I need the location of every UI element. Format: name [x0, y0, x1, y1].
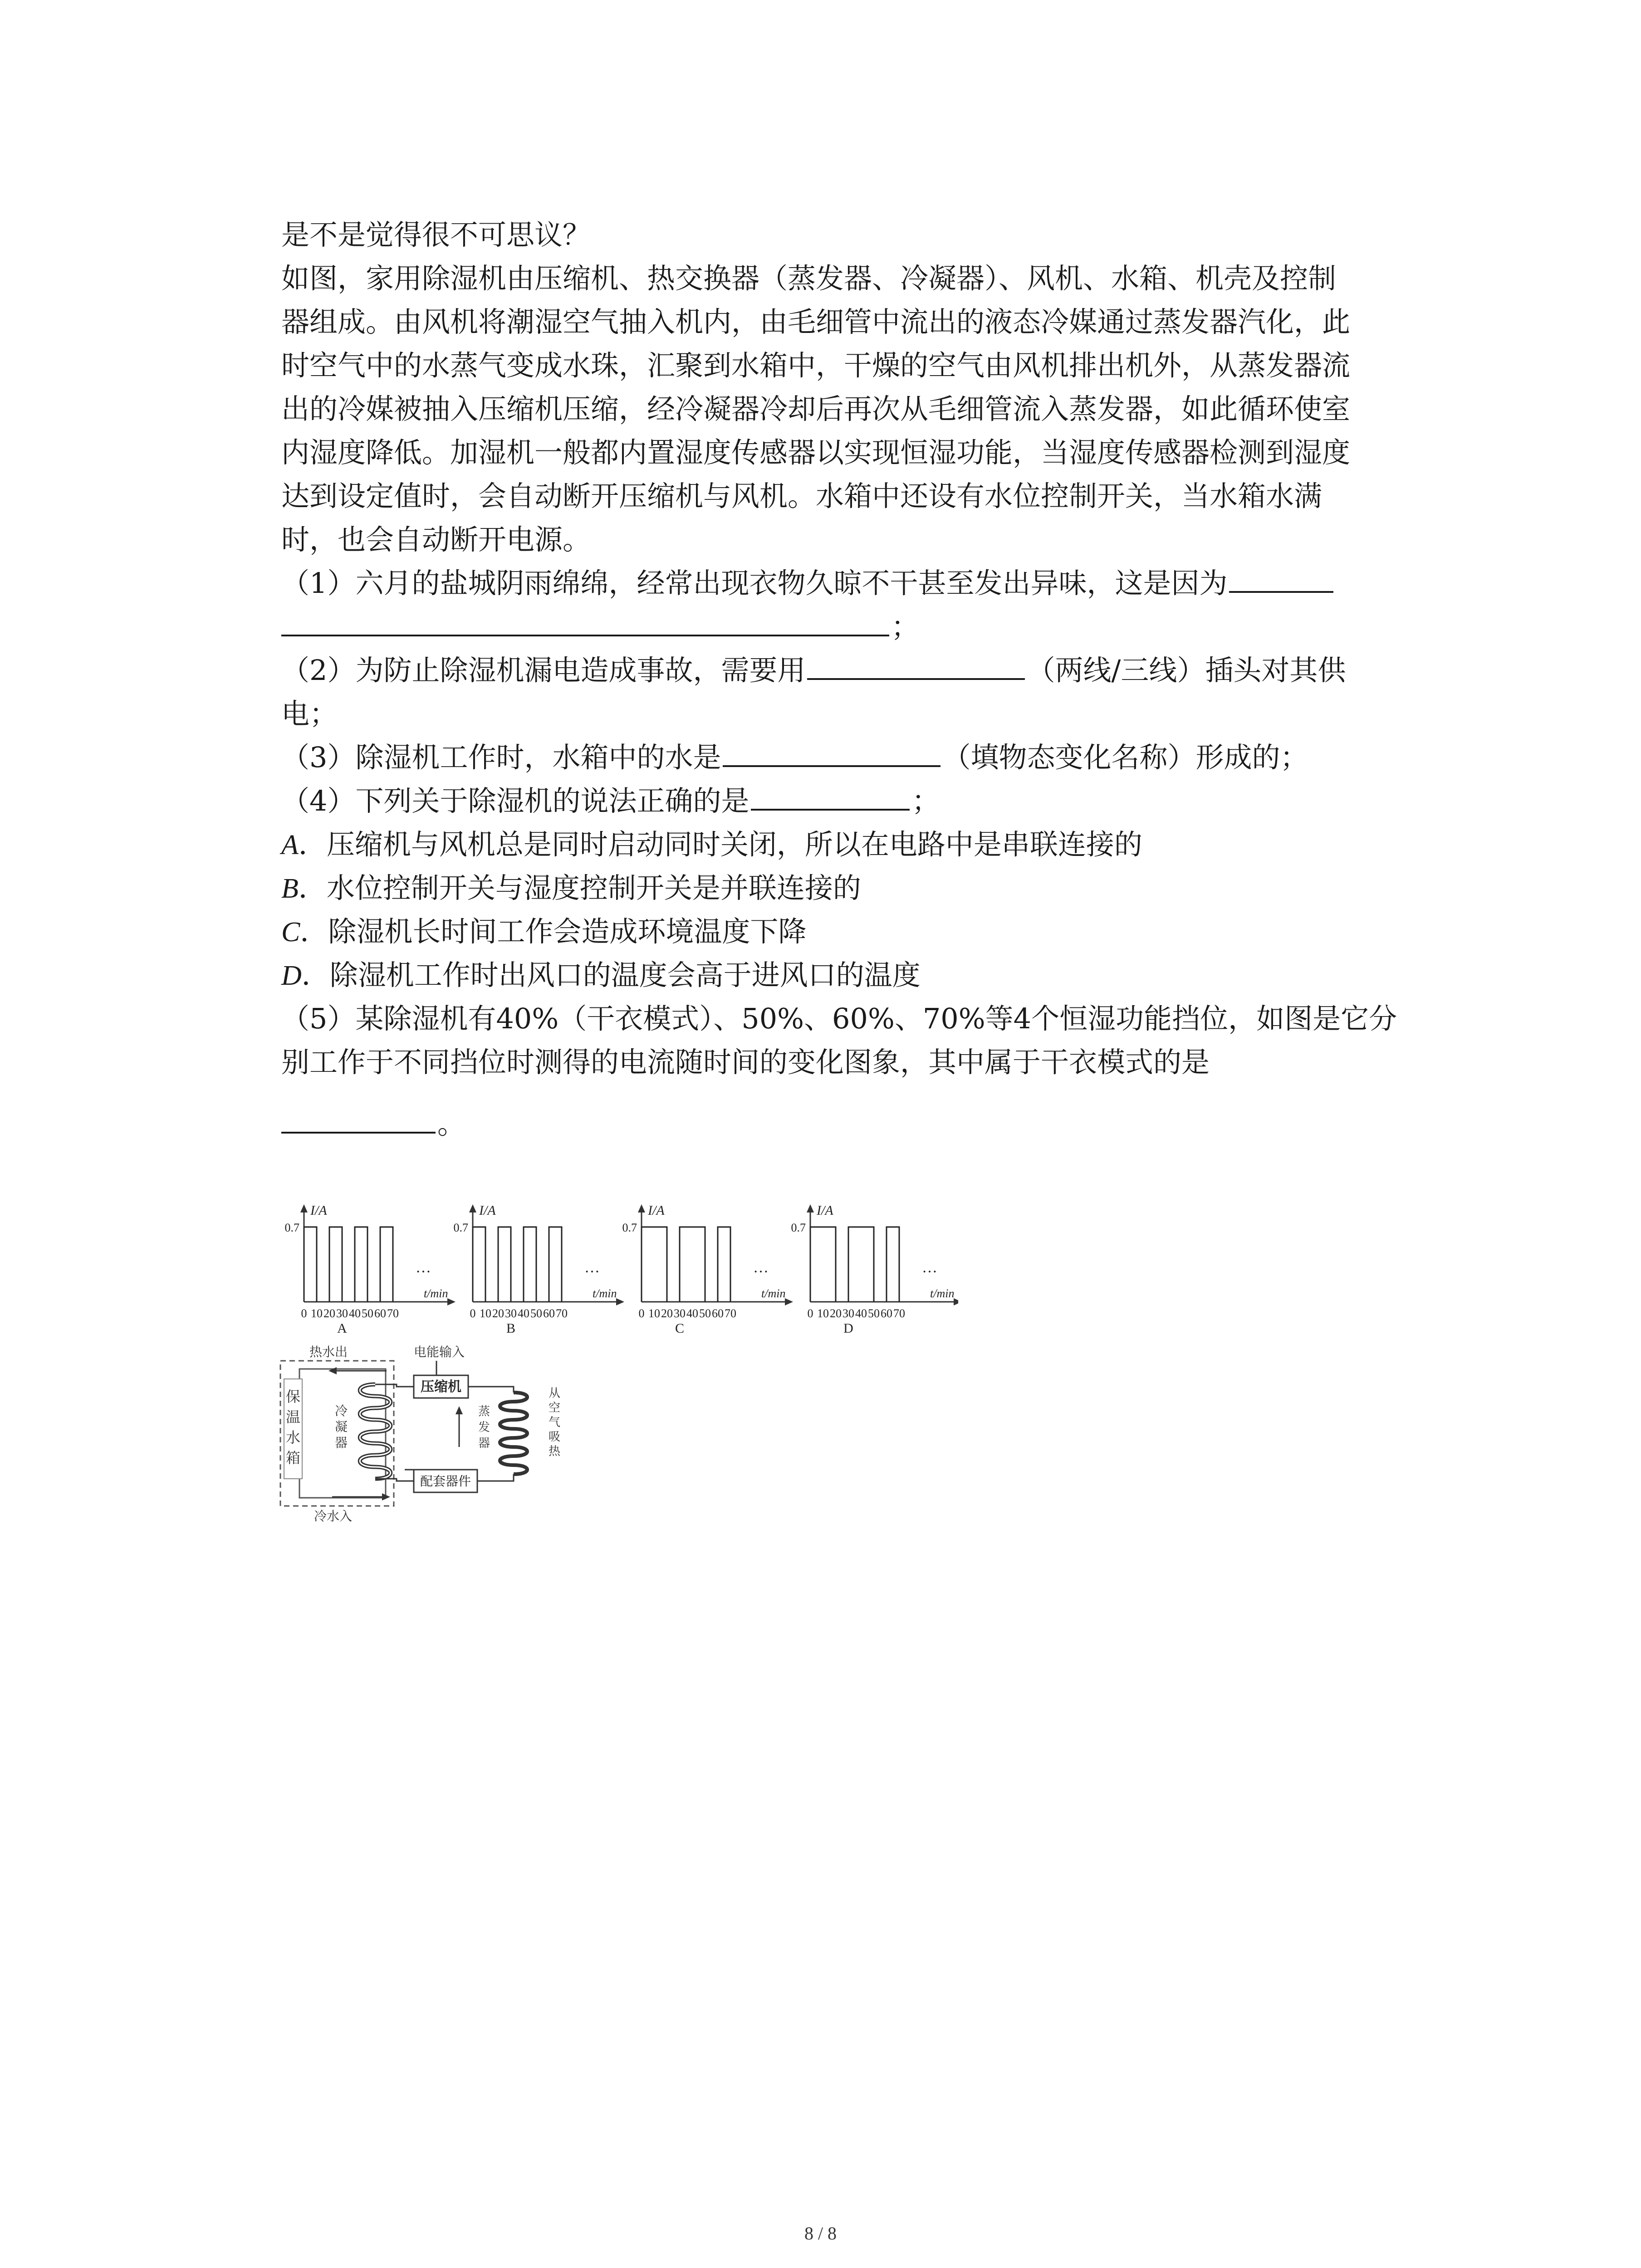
option-d-text: ．除湿机工作时出风口的温度会高于进风口的温度 [301, 958, 921, 992]
x-tick-label: 10 [311, 1307, 323, 1320]
panel-label: B [506, 1321, 516, 1336]
current-pulse [810, 1227, 836, 1302]
current-pulse [642, 1227, 667, 1302]
chart-panel-a [285, 1203, 456, 1336]
current-pulse [329, 1227, 342, 1302]
answer-blank-4[interactable] [751, 780, 910, 811]
x-tick-label: 30 [505, 1307, 517, 1320]
chart-panel-d [791, 1203, 959, 1336]
description-line-7: 时，也会自动断开电源。 [281, 523, 591, 556]
x-tick-label: 20 [661, 1307, 673, 1320]
question-4-end: ； [911, 784, 940, 817]
x-tick-label: 0 [301, 1307, 307, 1320]
option-a-text: ．压缩机与风机总是同时启动同时关闭，所以在电路中是串联连接的 [298, 828, 1142, 861]
x-axis-arrow [447, 1298, 456, 1305]
question-4-text: （4）下列关于除湿机的说法正确的是 [281, 784, 749, 817]
page-number: 8 / 8 [804, 2223, 837, 2244]
intro-question: 是不是觉得很不可思议？ [281, 218, 591, 251]
question-5-line-1: （5）某除湿机有40%（干衣模式）、50%、60%、70%等4个恒湿功能挡位，如图是它分 [281, 1002, 1397, 1035]
x-tick-label: 70 [556, 1307, 568, 1320]
current-pulse [498, 1227, 511, 1302]
cold-water-in-label: 冷水入 [314, 1510, 353, 1524]
question-5-line-2: 别工作于不同挡位时测得的电流随时间的变化图象，其中属于干衣模式的是 [281, 1046, 1210, 1079]
option-a-letter: A [281, 830, 299, 860]
absorb-label-2: 空 [548, 1401, 561, 1414]
current-pulse [718, 1227, 730, 1302]
x-axis-arrow [616, 1298, 624, 1305]
y-axis-label: I/A [817, 1203, 833, 1218]
pipe-accessory-evaporator [477, 1474, 514, 1481]
x-tick-label: 40 [518, 1307, 529, 1320]
description-line-5: 内湿度降低。加湿机一般都内置湿度传感器以实现恒湿功能，当湿度传感器检测到湿度 [281, 436, 1351, 469]
x-tick-label: 0 [638, 1307, 645, 1320]
x-axis-label: t/min [930, 1287, 955, 1300]
question-4 [281, 779, 1443, 823]
absorb-label-4: 吸 [548, 1430, 561, 1443]
x-tick-label: 30 [336, 1307, 348, 1320]
x-tick-label: 20 [492, 1307, 504, 1320]
answer-blank-1a[interactable] [1229, 562, 1333, 593]
x-tick-label: 40 [349, 1307, 361, 1320]
x-tick-label: 20 [830, 1307, 842, 1320]
panel-label: D [843, 1321, 853, 1336]
continuation-dots: … [922, 1259, 937, 1276]
x-tick-label: 10 [480, 1307, 491, 1320]
chart-panel-c [622, 1203, 794, 1336]
question-5-answer-line [281, 1102, 1443, 1146]
y-axis-label: I/A [479, 1203, 496, 1218]
y-tick-label: 0.7 [284, 1221, 299, 1234]
continuation-dots: … [753, 1259, 769, 1276]
tank-label-3: 水 [285, 1429, 301, 1446]
description-line-3: 时空气中的水蒸气变成水珠，汇聚到水箱中，干燥的空气由风机排出机外，从蒸发器流 [281, 349, 1351, 382]
x-axis-label: t/min [424, 1287, 448, 1300]
panel-label: A [337, 1321, 347, 1336]
x-tick-label: 70 [893, 1307, 905, 1320]
option-d[interactable] [281, 953, 1443, 997]
question-2-text: （2）为防止除湿机漏电造成事故，需要用 [281, 654, 806, 687]
description-line-6: 达到设定值时，会自动断开压缩机与风机。水箱中还设有水位控制开关，当水箱水满 [281, 479, 1323, 513]
hot-water-out-label: 热水出 [309, 1345, 348, 1359]
x-tick-label: 60 [712, 1307, 724, 1320]
current-pulse [473, 1227, 485, 1302]
question-body [281, 213, 1443, 1146]
y-tick-label: 0.7 [453, 1221, 468, 1234]
option-b[interactable] [281, 866, 1443, 910]
condenser-label-2: 凝 [334, 1420, 348, 1434]
y-axis-arrow [300, 1204, 308, 1212]
x-axis-label: t/min [761, 1287, 786, 1300]
current-pulse [848, 1227, 874, 1302]
power-in-label: 电能输入 [414, 1345, 465, 1359]
x-tick-label: 20 [323, 1307, 335, 1320]
x-tick-label: 10 [648, 1307, 660, 1320]
x-tick-label: 70 [725, 1307, 736, 1320]
x-tick-label: 40 [686, 1307, 698, 1320]
y-axis-arrow [638, 1204, 645, 1212]
compressor-label: 压缩机 [421, 1379, 461, 1394]
evaporator-coil [500, 1393, 527, 1474]
x-tick-label: 50 [699, 1307, 711, 1320]
x-axis-label: t/min [593, 1287, 617, 1300]
x-tick-label: 60 [374, 1307, 386, 1320]
x-tick-label: 30 [843, 1307, 854, 1320]
question-3 [281, 736, 1443, 779]
y-tick-label: 0.7 [622, 1221, 637, 1234]
continuation-dots: … [416, 1259, 431, 1276]
answer-blank-3[interactable] [723, 736, 941, 767]
chart-panel-b [454, 1203, 625, 1336]
description-line-1: 如图，家用除湿机由压缩机、热交换器（蒸发器、冷凝器）、风机、水箱、机壳及控制 [281, 262, 1337, 295]
current-time-charts [278, 1193, 958, 1338]
x-tick-label: 50 [530, 1307, 542, 1320]
tank-label-4: 箱 [285, 1450, 301, 1466]
option-c-text: ．除湿机长时间工作会造成环境温度下降 [300, 915, 807, 948]
heat-pump-diagram [278, 1343, 595, 1524]
condenser-label-1: 冷 [334, 1404, 348, 1418]
description-line-2: 器组成。由风机将潮湿空气抽入机内，由毛细管中流出的液态冷媒通过蒸发器汽化，此 [281, 305, 1351, 338]
x-tick-label: 70 [387, 1307, 399, 1320]
x-tick-label: 60 [543, 1307, 555, 1320]
x-tick-label: 50 [868, 1307, 880, 1320]
x-tick-label: 40 [855, 1307, 867, 1320]
tank-label-2: 温 [285, 1409, 301, 1425]
current-pulse [680, 1227, 705, 1302]
option-c[interactable] [281, 910, 1443, 953]
answer-blank-5[interactable] [281, 1103, 436, 1134]
answer-blank-1b[interactable] [281, 606, 889, 636]
question-2 [281, 649, 1443, 692]
x-tick-label: 60 [881, 1307, 892, 1320]
flow-arrowhead-up [456, 1406, 463, 1414]
current-pulse [524, 1227, 536, 1302]
option-c-letter: C [281, 917, 300, 948]
absorb-label-3: 气 [548, 1416, 561, 1429]
question-1-end: ； [891, 610, 920, 643]
option-d-letter: D [281, 960, 302, 991]
evaporator-label-3: 器 [478, 1437, 490, 1450]
question-2-continued: 电； [281, 697, 338, 730]
panel-label: C [675, 1321, 685, 1336]
answer-blank-2[interactable] [807, 649, 1025, 680]
question-1-continued [281, 605, 1443, 649]
x-axis-arrow [785, 1298, 793, 1305]
x-tick-label: 0 [807, 1307, 813, 1320]
y-axis-label: I/A [310, 1203, 327, 1218]
continuation-dots: … [584, 1259, 600, 1276]
x-tick-label: 50 [362, 1307, 373, 1320]
x-axis-arrow [954, 1298, 958, 1305]
option-b-text: ．水位控制开关与湿度控制开关是并联连接的 [298, 871, 861, 904]
y-axis-label: I/A [648, 1203, 665, 1218]
x-tick-label: 0 [470, 1307, 476, 1320]
y-tick-label: 0.7 [791, 1221, 806, 1234]
current-pulse [380, 1227, 393, 1302]
y-axis-arrow [469, 1204, 476, 1212]
question-2-tail: （两线/三线）插头对其供 [1027, 654, 1346, 687]
evaporator-label-2: 发 [478, 1421, 490, 1434]
current-pulse [304, 1227, 317, 1302]
accessory-label: 配套器件 [420, 1475, 471, 1489]
y-axis-arrow [807, 1204, 814, 1212]
hot-water-arrowhead [328, 1367, 337, 1374]
condenser-label-3: 器 [334, 1436, 348, 1450]
question-5-end: 。 [437, 1107, 466, 1140]
current-pulse [549, 1227, 562, 1302]
option-b-letter: B [281, 873, 299, 904]
absorb-label-1: 从 [548, 1387, 561, 1400]
evaporator-label-1: 蒸 [478, 1405, 490, 1418]
question-1-text: （1）六月的盐城阴雨绵绵，经常出现衣物久晾不干甚至发出异味，这是因为 [281, 567, 1228, 600]
absorb-label-5: 热 [548, 1445, 561, 1458]
description-line-4: 出的冷媒被抽入压缩机压缩，经冷凝器冷却后再次从毛细管流入蒸发器，如此循环使室 [281, 392, 1351, 425]
question-3-text: （3）除湿机工作时，水箱中的水是 [281, 741, 721, 774]
current-pulse [355, 1227, 367, 1302]
current-pulse [887, 1227, 899, 1302]
x-tick-label: 30 [674, 1307, 686, 1320]
tank-label-1: 保 [285, 1388, 301, 1405]
question-3-tail: （填物态变化名称）形成的； [942, 741, 1308, 774]
x-tick-label: 10 [817, 1307, 829, 1320]
question-1 [281, 562, 1443, 605]
pipe-compressor-evaporator [468, 1387, 514, 1393]
option-a[interactable] [281, 823, 1443, 866]
